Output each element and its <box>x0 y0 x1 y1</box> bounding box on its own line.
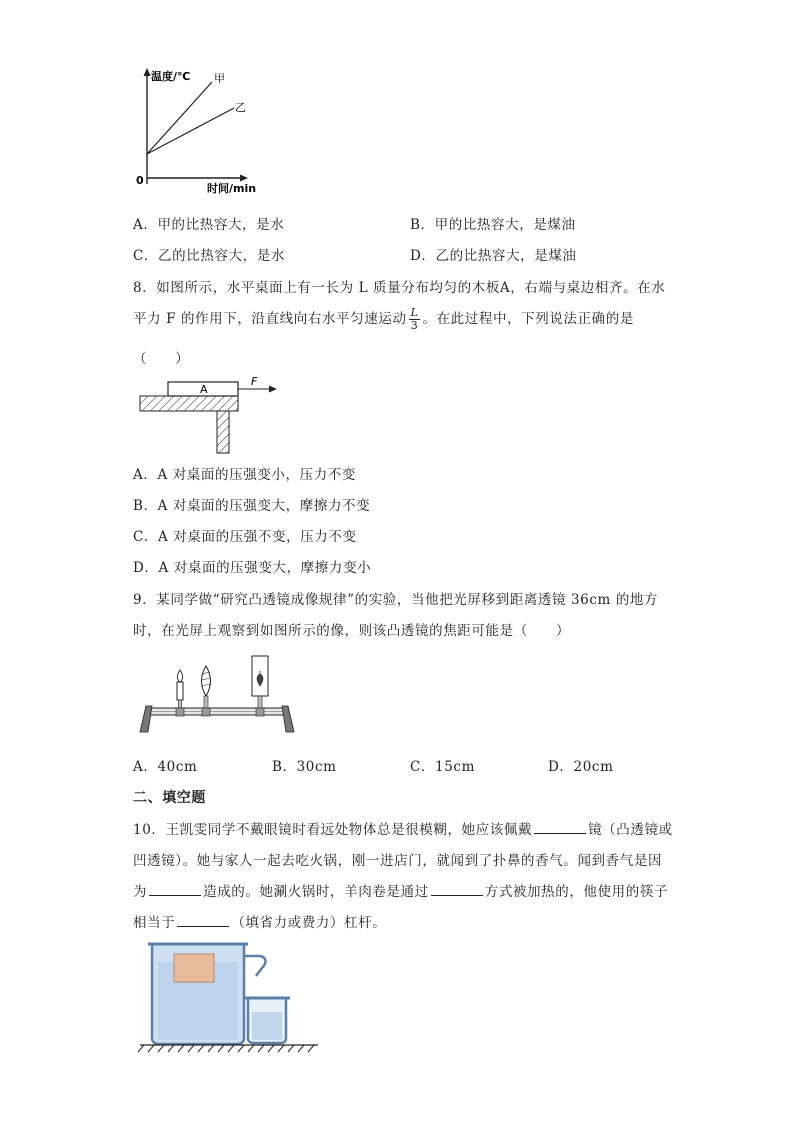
q8-option-c[interactable]: C．A 对桌面的压强不变，压力不变 <box>133 529 357 545</box>
q10-stem-line3 <box>133 880 668 900</box>
small-beaker-icon <box>244 998 290 1043</box>
overflow-beaker-figure <box>136 938 322 1054</box>
q8-option-d[interactable]: D．A 对桌面的压强变大，摩擦力变小 <box>133 560 372 576</box>
q9-option-a[interactable]: A．40cm <box>133 759 198 775</box>
q10-text-3b: 造成的。她涮火锅时，羊肉卷是通过 <box>203 884 429 900</box>
y-axis-label: 温度/℃ <box>151 70 191 83</box>
q10-text-1a: 10．王凯雯同学不戴眼镜时看远处物体总是很模糊，她应该佩戴 <box>133 822 533 838</box>
wooden-block <box>174 954 214 982</box>
force-label: F <box>251 375 258 388</box>
board-a-label: A <box>200 383 208 396</box>
origin-label: 0 <box>136 174 144 187</box>
q9-option-b[interactable]: B．30cm <box>272 759 337 775</box>
section-title: 二、填空题 <box>133 790 206 806</box>
fraction-l-over-3 <box>409 307 421 332</box>
q9-stem-line1: 9．某同学做“研究凸透镜成像规律”的实验，当他把光屏移到距离透镜 36cm 的地方 <box>133 592 659 608</box>
q8-stem-line2 <box>133 307 634 332</box>
q7-option-a[interactable]: A．甲的比热容大，是水 <box>133 217 285 233</box>
q9-stem-line2: 时，在光屏上观察到如图所示的像，则该凸透镜的焦距可能是（ ） <box>133 623 571 639</box>
q7-option-b[interactable]: B．甲的比热容大，是煤油 <box>410 217 576 233</box>
q7-option-d[interactable]: D．乙的比热容大，是煤油 <box>410 248 577 264</box>
q9-option-d[interactable]: D．20cm <box>548 759 614 775</box>
label-jia: 甲 <box>214 72 225 85</box>
temperature-time-graph <box>130 66 290 198</box>
x-axis-label: 时间/min <box>207 182 257 195</box>
q10-blank-4[interactable] <box>177 914 229 927</box>
x-axis-arrow-icon <box>240 175 248 182</box>
label-yi: 乙 <box>235 101 246 114</box>
q8-stem-line2-after: 。在此过程中，下列说法正确的是 <box>422 311 634 327</box>
candle-icon <box>176 670 184 716</box>
q10-blank-3[interactable] <box>431 883 483 896</box>
q10-text-3a: 为 <box>133 884 148 900</box>
q8-stem-line2-before: 平力 F 的作用下，沿直线向右水平匀速运动 <box>133 311 407 327</box>
q10-stem-line1 <box>133 818 673 838</box>
q8-option-a[interactable]: A．A 对桌面的压强变小，压力不变 <box>133 467 356 483</box>
q8-stem-line1: 8．如图所示，水平桌面上有一长为 L 质量分布均匀的木板A，右端与桌边相齐。在水 <box>133 280 666 296</box>
q9-option-c[interactable]: C．15cm <box>410 759 475 775</box>
q10-text-4b: （填省力或费力）杠杆。 <box>231 915 387 931</box>
light-screen-icon <box>252 656 268 716</box>
q10-blank-1[interactable] <box>534 821 586 834</box>
q8-option-b[interactable]: B．A 对桌面的压强变大，摩擦力不变 <box>133 498 371 514</box>
line-yi <box>147 108 234 154</box>
q8-answer-bracket: （ ） <box>133 351 190 367</box>
force-arrow-icon <box>269 386 277 393</box>
convex-lens-icon <box>202 666 211 716</box>
q10-text-1b: 镜（凸透镜或 <box>588 822 673 838</box>
q10-stem-line2: 凹透镜）。她与家人一起去吃火锅，刚一进店门，就闻到了扑鼻的香气。闻到香气是因 <box>133 853 663 869</box>
line-jia <box>147 82 212 154</box>
q10-blank-2[interactable] <box>149 883 201 896</box>
fraction-denominator: 3 <box>410 319 419 332</box>
q10-stem-line4 <box>133 911 386 931</box>
q10-text-3c: 方式被加热的，他使用的筷子 <box>484 884 669 900</box>
fraction-numerator: L <box>410 306 419 319</box>
q7-option-c[interactable]: C．乙的比热容大，是水 <box>133 248 285 264</box>
q10-text-4a: 相当于 <box>133 915 176 931</box>
optical-bench-figure <box>132 650 302 740</box>
board-on-table-figure <box>138 372 288 456</box>
y-axis-arrow-icon <box>144 68 151 76</box>
